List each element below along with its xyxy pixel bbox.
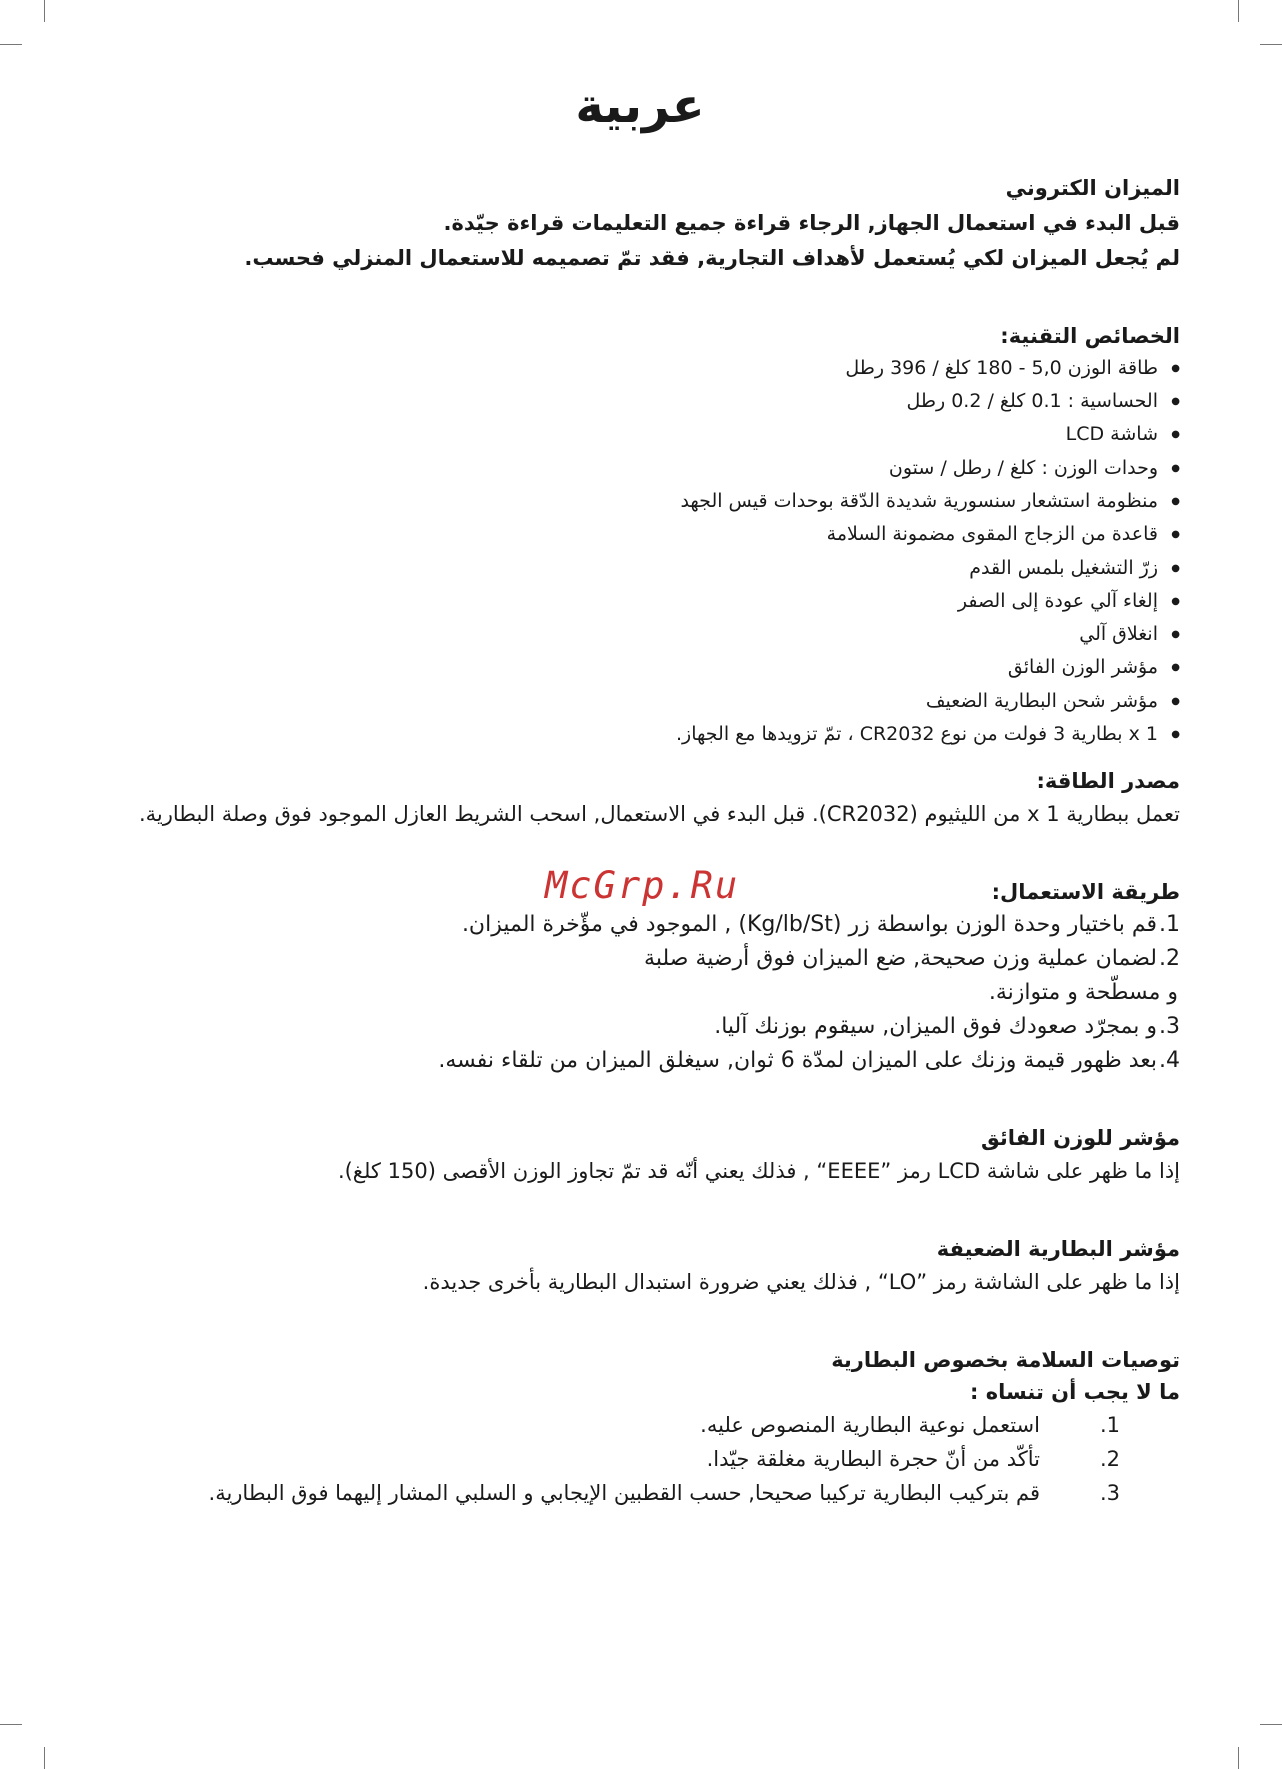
list-item: ● انغلاق آلي bbox=[100, 618, 1158, 651]
low-battery-text: إذا ما ظهر على الشاشة رمز ”LO“ , فذلك يعني ضرورة استبدال البطارية بأخرى جديدة. bbox=[422, 1270, 1180, 1295]
overload-heading: مؤشر للوزن الفائق bbox=[980, 1126, 1180, 1151]
product-name: الميزان الكتروني bbox=[1005, 175, 1180, 200]
usage-steps bbox=[100, 908, 1180, 1078]
list-item: ● قاعدة من الزجاج المقوى مضمونة السلامة bbox=[100, 518, 1158, 551]
list-item: 1. استعمل نوعية البطارية المنصوص عليه. bbox=[700, 1413, 1120, 1438]
crop-mark bbox=[1238, 1747, 1239, 1769]
list-item: ● وحدات الوزن : كلغ / رطل / ستون bbox=[100, 452, 1158, 485]
crop-mark bbox=[1260, 44, 1282, 45]
safety-subheading: ما لا يجب أن تنساه : bbox=[970, 1380, 1180, 1405]
list-item: 4.بعد ظهور قيمة وزنك على الميزان لمدّة 6 ثوان, سيغلق الميزان من تلقاء نفسه. bbox=[438, 1048, 1180, 1074]
list-item: ● مؤشر شحن البطارية الضعيف bbox=[100, 685, 1158, 718]
list-item: ● منظومة استشعار سنسورية شديدة الدّقة بوحدات قيس الجهد bbox=[100, 485, 1158, 518]
list-item: ● شاشة LCD bbox=[100, 418, 1158, 451]
list-item: ● إلغاء آلي عودة إلى الصفر bbox=[100, 585, 1158, 618]
specs-heading: الخصائص التقنية: bbox=[1000, 323, 1180, 348]
crop-mark bbox=[0, 1724, 22, 1725]
list-item: 2. تأكّد من أنّ حجرة البطارية مغلقة جيّدا. bbox=[706, 1447, 1120, 1472]
power-text: تعمل ببطارية 1 x من الليثيوم (CR2032). قبل البدء في الاستعمال, اسحب الشريط العازل الموجود فوق وصلة البطارية. bbox=[138, 802, 1180, 827]
crop-mark bbox=[1260, 1724, 1282, 1725]
safety-list bbox=[100, 1408, 1180, 1510]
list-item: ● زرّ التشغيل بلمس القدم bbox=[100, 552, 1158, 585]
usage-heading: طريقة الاستعمال: bbox=[991, 880, 1180, 905]
intro-line-1: قبل البدء في استعمال الجهاز, الرجاء قراءة جميع التعليمات قراءة جيّدة. bbox=[443, 210, 1180, 235]
crop-mark bbox=[44, 0, 45, 22]
list-item: 3.و بمجرّد صعودك فوق الميزان, سيقوم بوزنك آليا. bbox=[714, 1014, 1180, 1040]
low-battery-heading: مؤشر البطارية الضعيفة bbox=[936, 1237, 1180, 1262]
crop-mark bbox=[44, 1747, 45, 1769]
safety-heading: توصيات السلامة بخصوص البطارية bbox=[831, 1348, 1180, 1373]
crop-mark bbox=[0, 44, 22, 45]
list-item: و مسطّحة و متوازنة. bbox=[988, 980, 1178, 1006]
list-item: ● مؤشر الوزن الفائق bbox=[100, 651, 1158, 684]
page-title: عربية bbox=[575, 78, 705, 134]
list-item: 2.لضمان عملية وزن صحيحة, ضع الميزان فوق أرضية صلبة bbox=[644, 946, 1180, 972]
specs-list bbox=[100, 352, 1180, 752]
list-item: ● الحساسية : 0.1 كلغ / 0.2 رطل bbox=[100, 385, 1158, 418]
list-item: ● 1 x بطارية 3 فولت من نوع CR2032 ، تمّ تزويدها مع الجهاز. bbox=[100, 718, 1158, 751]
list-item: 1.قم باختيار وحدة الوزن بواسطة زر (Kg/lb/St) , الموجود في مؤّخرة الميزان. bbox=[461, 912, 1180, 938]
power-heading: مصدر الطاقة: bbox=[1036, 769, 1180, 794]
list-item: ● طاقة الوزن 5,0 - 180 كلغ / 396 رطل bbox=[100, 352, 1158, 385]
list-item: 3. قم بتركيب البطارية تركيبا صحيحا, حسب القطبين الإيجابي و السلبي المشار إليهما فوق البطارية. bbox=[208, 1481, 1120, 1506]
watermark: McGrp.Ru bbox=[545, 864, 740, 907]
manual-page bbox=[100, 80, 1180, 1510]
intro-line-2: لم يُجعل الميزان لكي يُستعمل لأهداف التجارية, فقد تمّ تصميمه للاستعمال المنزلي فحسب. bbox=[244, 245, 1180, 270]
crop-mark bbox=[1238, 0, 1239, 22]
overload-text: إذا ما ظهر على شاشة LCD رمز ”EEEE“ , فذلك يعني أنّه قد تمّ تجاوز الوزن الأقصى (150 كلغ). bbox=[337, 1159, 1180, 1184]
